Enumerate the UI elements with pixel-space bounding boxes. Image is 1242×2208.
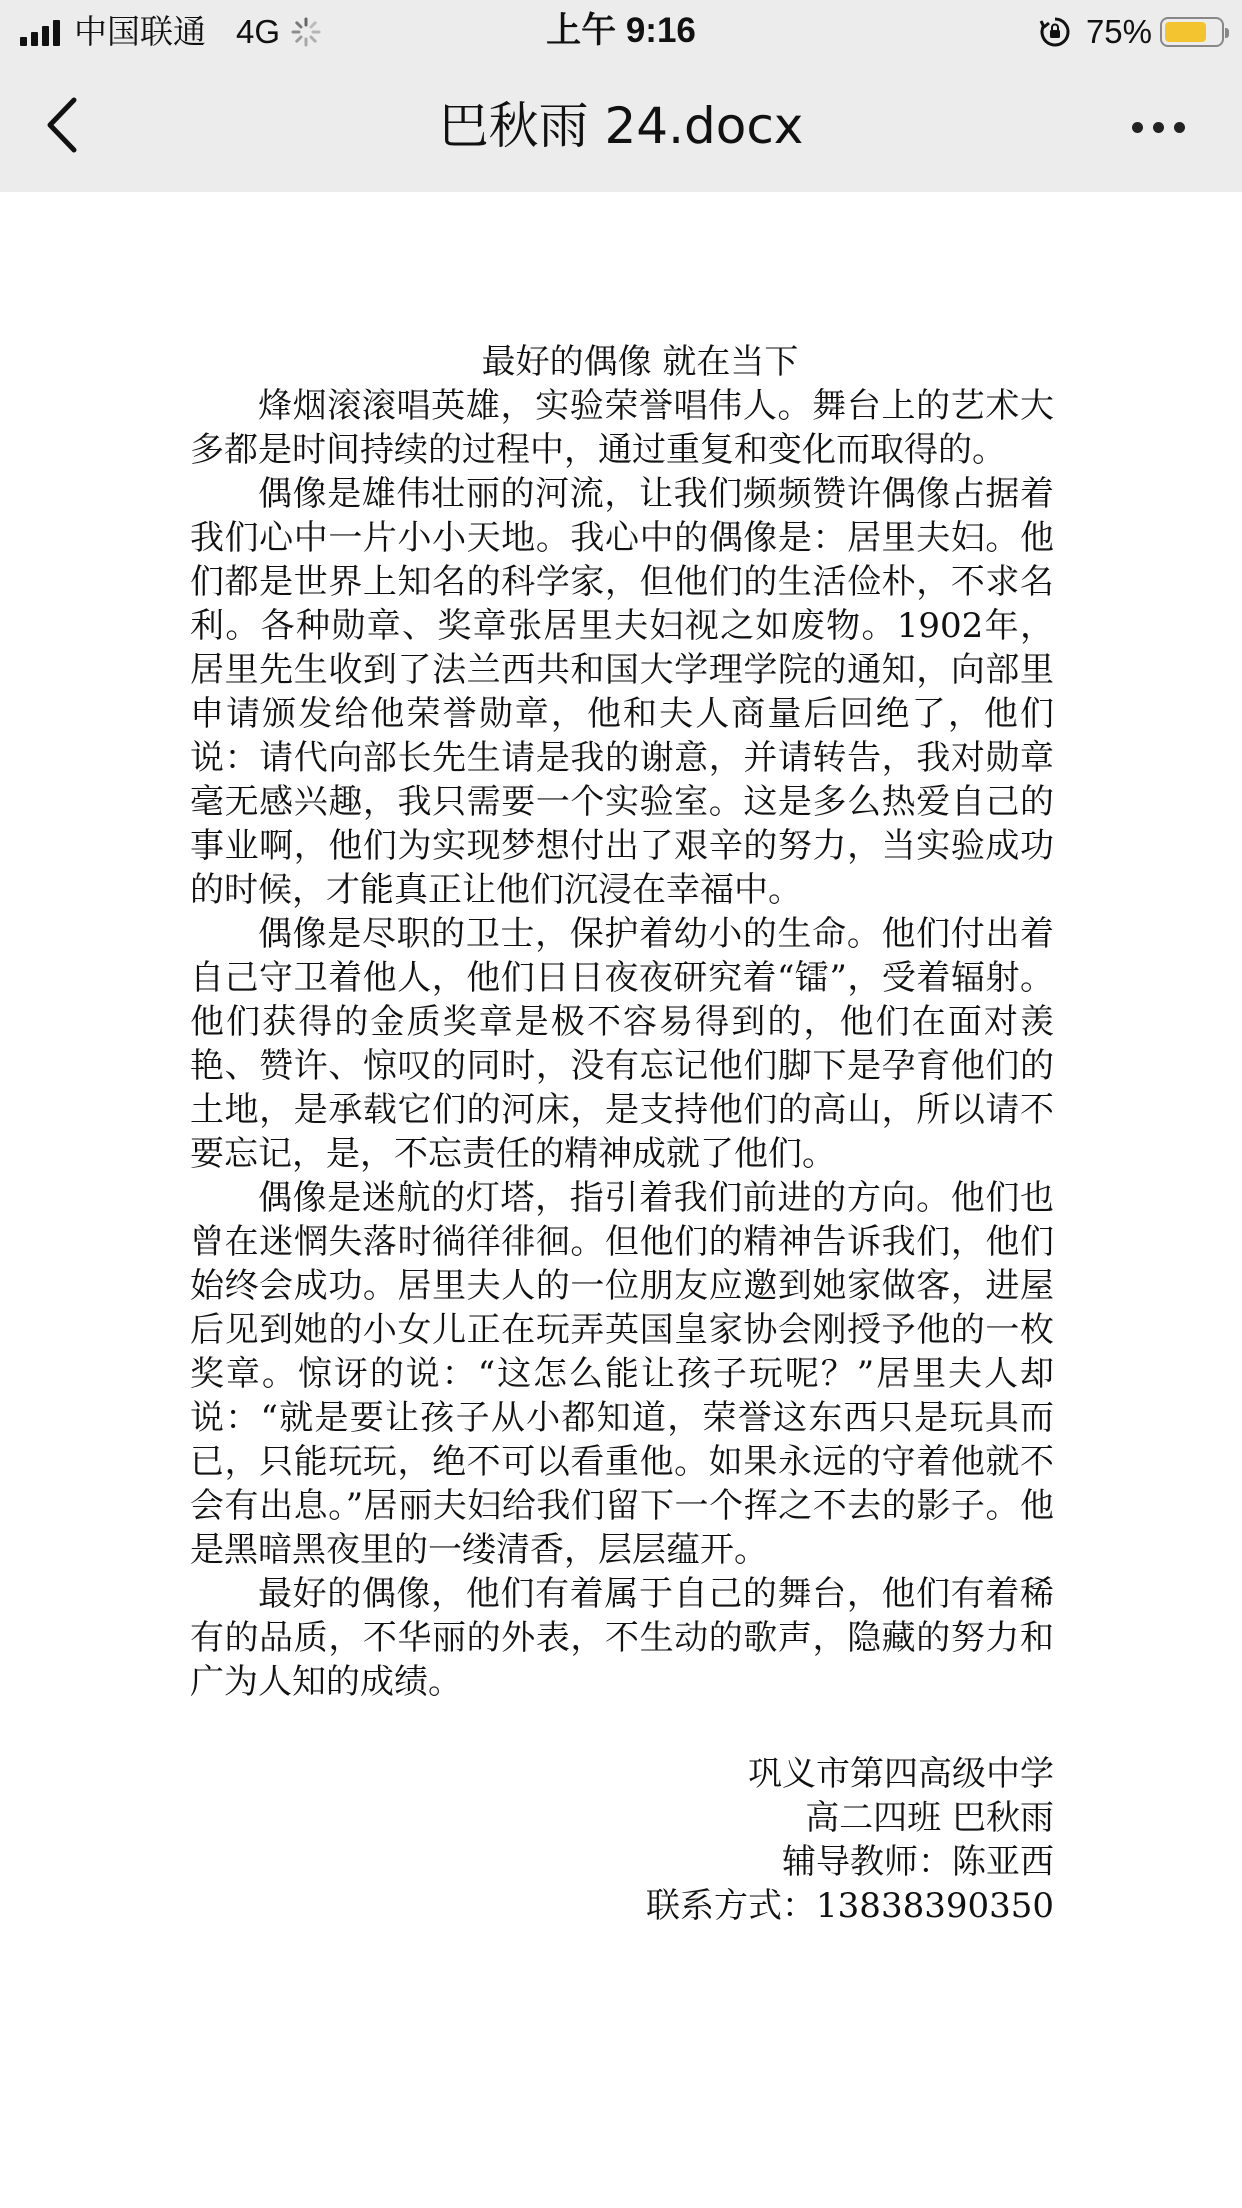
essay-paragraph: 偶像是尽职的卫士，保护着幼小的生命。他们付出着自己守卫着他人，他们日日夜夜研究着“镭”，受着辐射。他们获得的金质奖章是极不容易得到的，他们在面对羡艳、赞许、惊叹的同时，没有忘记他们脚下是孕育他们的土地，是承载它们的河床，是支持他们的高山，所以请不要忘记，是，不忘责任的精神成就了他们。 [190,914,1054,1174]
chevron-left-icon [44,96,78,154]
essay-paragraph: 最好的偶像，他们有着属于自己的舞台，他们有着稀有的品质，不华丽的外表，不生动的歌声，隐藏的努力和广为人知的成绩。 [190,1574,1054,1702]
essay-paragraph: 烽烟滚滚唱英雄，实验荣誉唱伟人。舞台上的艺术大多都是时间持续的过程中，通过重复和变化而取得的。 [190,386,1054,470]
signature-block [190,1752,1054,1928]
status-time: 上午 9:16 [546,11,696,50]
network-type: 4G [236,13,281,50]
document-page [190,340,1054,1928]
essay-title: 最好的偶像 就在当下 [481,342,799,382]
back-button[interactable] [44,90,114,160]
battery-level-fill [1165,22,1206,42]
document-viewer[interactable] [0,192,1242,2208]
document-filename: 巴秋雨 24.docx [438,97,804,155]
signature-class-author: 高二四班 巴秋雨 [805,1798,1054,1838]
signature-school: 巩义市第四高级中学 [748,1754,1054,1794]
rotation-lock-icon [1038,15,1072,49]
more-dots-icon [1153,122,1164,133]
more-dots-icon [1132,122,1143,133]
nav-bar [0,62,1242,192]
essay-paragraph: 偶像是迷航的灯塔，指引着我们前进的方向。他们也曾在迷惘失落时徜徉徘徊。但他们的精神告诉我们，他们始终会成功。居里夫人的一位朋友应邀到她家做客，进屋后见到她的小女儿正在玩弄英国皇家协会刚授予他的一枚奖章。惊讶的说：“这怎么能让孩子玩呢？”居里夫人却说：“就是要让孩子从小都知道，荣誉这东西只是玩具而已，只能玩玩，绝不可以看重他。如果永远的守着他就不会有出息。”居丽夫妇给我们留下一个挥之不去的影子。他是黑暗黑夜里的一缕清香，层层蕴开。 [190,1178,1054,1570]
battery-icon [1160,17,1224,47]
essay-paragraph: 偶像是雄伟壮丽的河流，让我们频频赞许偶像占据着我们心中一片小小天地。我心中的偶像是：居里夫妇。他们都是世界上知名的科学家，但他们的生活俭朴，不求名利。各种勋章、奖章张居里夫妇视之如废物。1902年，居里先生收到了法兰西共和国大学理学院的通知，向部里申请颁发给他荣誉勋章，他和夫人商量后回绝了，他们说：请代向部长先生请是我的谢意，并请转告，我对勋章毫无感兴趣，我只需要一个实验室。这是多么热爱自己的事业啊，他们为实现梦想付出了艰辛的努力，当实验成功的时候，才能真正让他们沉浸在幸福中。 [190,474,1054,910]
more-options-button[interactable] [1118,102,1198,152]
battery-percent: 75% [1085,13,1152,50]
status-right [1038,12,1224,52]
signature-teacher: 辅导教师：陈亚西 [782,1842,1054,1882]
status-bar [0,0,1242,62]
carrier-name: 中国联通 [74,13,206,50]
more-dots-icon [1174,122,1185,133]
signature-contact: 联系方式：13838390350 [646,1886,1054,1926]
